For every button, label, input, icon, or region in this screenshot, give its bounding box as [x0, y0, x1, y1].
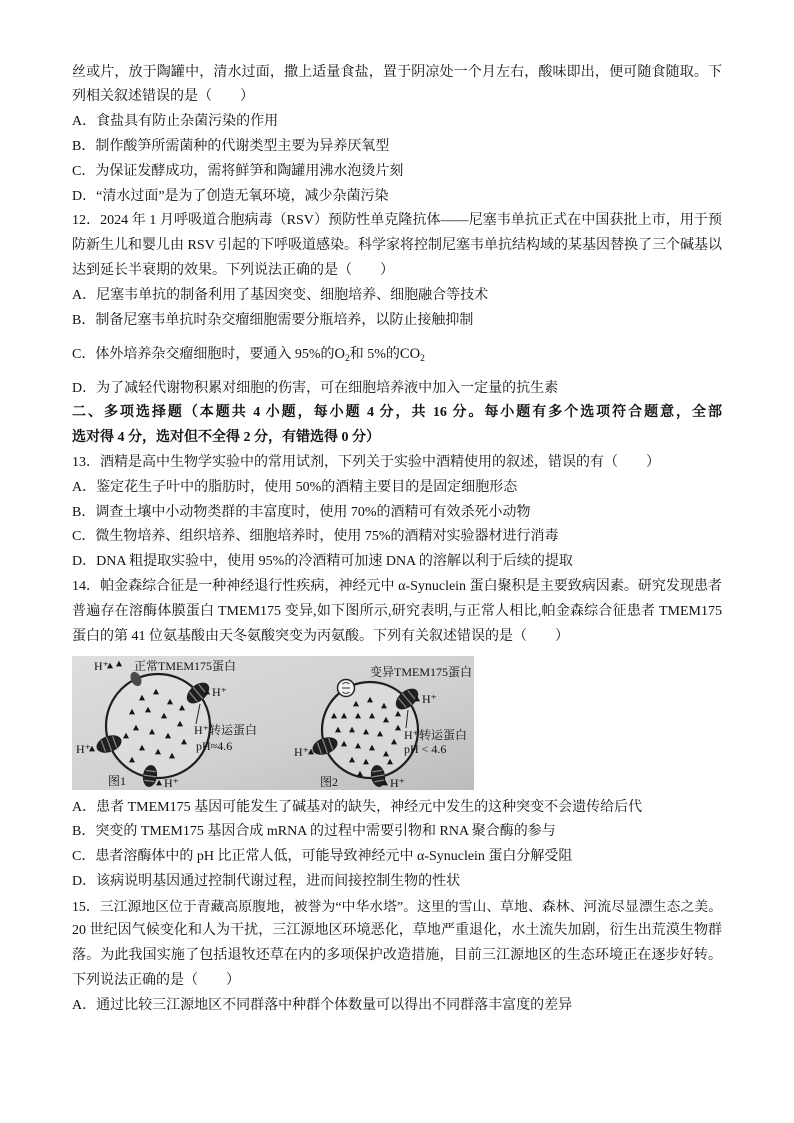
question-15	[72, 895, 722, 1019]
hydrogen-ion-label: H⁺	[212, 684, 227, 699]
carbon-dioxide-symbol: CO	[399, 346, 421, 363]
question-stem-line: 13．酒精是高中生物学实验中的常用试剂，下列关于实验中酒精使用的叙述，错误的有（ ）	[72, 454, 660, 470]
option-b: B．制作酸笋所需菌种的代谢类型主要为异养厌氧型	[72, 138, 390, 154]
hydrogen-ion-label: H⁺	[164, 775, 179, 790]
question-14	[72, 575, 722, 895]
oxygen-symbol: O	[334, 346, 345, 363]
question-stem-line: 防新生儿和婴儿由 RSV 引起的下呼吸道感染。科学家将控制尼塞韦单抗结构域的某基因替换了三个碱基以	[72, 238, 722, 254]
option-a: A．鉴定花生子叶中的脂肪时，使用 50%的酒精主要目的是固定细胞形态	[72, 479, 518, 495]
section-2-heading	[72, 401, 722, 451]
option-a: A．患者 TMEM175 基因可能发生了碱基对的缺失，神经元中发生的这种突变不会遗传给后代	[72, 799, 643, 815]
question-stem-line: 列相关叙述错误的是（ ）	[72, 89, 254, 105]
option-b: B．调查土壤中小动物类群的丰富度时，使用 70%的酒精可有效杀死小动物	[72, 504, 531, 520]
mutant-tmem175-label: 变异TMEM175蛋白	[370, 664, 473, 679]
lysosome-diagram-svg	[72, 656, 474, 790]
option-a: A．食盐具有防止杂菌污染的作用	[72, 114, 279, 130]
normal-tmem175-label: 正常TMEM175蛋白	[134, 658, 237, 673]
question-stem-line: 15．三江源地区位于青藏高原腹地，被誉为“中华水塔”。这里的雪山、草地、森林、河流尽显漂生态之美。	[72, 898, 722, 914]
hydrogen-ion-label: H⁺	[76, 741, 91, 756]
option-d: D．“清水过面”是为了创造无氧环境，减少杂菌污染	[72, 188, 389, 204]
question-stem-line: 12．2024 年 1 月呼吸道合胞病毒（RSV）预防性单克隆抗体——尼塞韦单抗正式在中国获批上市，用于预	[72, 213, 722, 229]
lysosome-diagram	[72, 656, 474, 790]
h-transporter-label: H⁺转运蛋白	[404, 727, 468, 742]
h-transporter-label: H⁺转运蛋白	[194, 722, 258, 737]
carbon-dioxide-subscript: 2	[420, 354, 425, 365]
oxygen-formula	[334, 346, 350, 365]
option-d: D．该病说明基因通过控制代谢过程，进而间接控制生物的性状	[72, 873, 461, 889]
option-b: B．突变的 TMEM175 基因合成 mRNA 的过程中需要引物和 RNA 聚合酶的参与	[72, 824, 556, 840]
hydrogen-ion-label: H⁺	[390, 775, 405, 790]
option-c-text: C．体外培养杂交瘤细胞时，要通入 95%的	[72, 347, 335, 363]
option-a: A．尼塞韦单抗的制备利用了基因突变、细胞培养、细胞融合等技术	[72, 287, 489, 303]
question-stem-line: 14．帕金森综合征是一种神经退行性疾病，神经元中 α-Synuclein 蛋白聚积是主要致病因素。研究发现患者	[72, 578, 722, 594]
question-stem-line: 下列说法正确的是（ ）	[72, 973, 240, 989]
carbon-dioxide-formula	[399, 346, 425, 365]
option-c: C．微生物培养、组织培养、细胞培养时，使用 75%的酒精对实验器材进行消毒	[72, 529, 559, 545]
oxygen-subscript: 2	[344, 354, 350, 365]
question-12	[72, 209, 722, 401]
option-c: C．患者溶酶体中的 pH 比正常人低，可能导致神经元中 α-Synuclein 蛋白分解受阻	[72, 849, 573, 865]
option-d: D．DNA 粗提取实验中，使用 95%的冷酒精可加速 DNA 的溶解以利于后续的提取	[72, 554, 573, 570]
hydrogen-ion-label: H⁺	[294, 744, 309, 759]
section-heading-line: 选对得 4 分，选对但不全得 2 分，有错选得 0 分）	[72, 430, 380, 446]
question-stem-line: 达到延长半衰期的效果。下列说法正确的是（ ）	[72, 262, 394, 278]
page-content	[72, 61, 722, 1019]
question-stem-line: 20 世纪因气候变化和人为干扰，三江源地区环境恶化，草地严重退化，水土流失加剧，衍生出荒漠生物群	[72, 923, 722, 939]
question-stem-line: 丝或片，放于陶罐中，清水过面，撒上适量食盐，置于阴凉处一个月左右，酸味即出，便可随食随取。下	[72, 64, 722, 80]
option-c	[72, 333, 722, 376]
figure-1-caption: 图1	[108, 773, 127, 788]
figure-2-caption: 图2	[320, 774, 339, 789]
mutant-tmem175-protein	[338, 679, 355, 696]
ph-label: pH < 4.6	[404, 741, 447, 756]
hydrogen-ion-label: H⁺	[422, 691, 437, 706]
question-stem-line: 落。为此我国实施了包括退牧还草在内的多项保护改造措施，目前三江源地区的生态环境正在逐步好转。	[72, 948, 722, 964]
ph-label: pH≈4.6	[196, 738, 233, 753]
option-b: B．制备尼塞韦单抗时杂交瘤细胞需要分瓶培养，以防止接触抑制	[72, 312, 474, 328]
section-heading-line: 二、多项选择题（本题共 4 小题，每小题 4 分，共 16 分。每小题有多个选项符合题意，全部	[72, 405, 722, 421]
question-11-continued	[72, 61, 722, 210]
option-d: D．为了减轻代谢物积累对细胞的伤害，可在细胞培养液中加入一定量的抗生素	[72, 380, 559, 396]
option-a: A．通过比较三江源地区不同群落中种群个体数量可以得出不同群落丰富度的差异	[72, 997, 573, 1013]
question-stem-line: 蛋白的第 41 位氨基酸由天冬氨酸突变为丙氨酸。下列有关叙述错误的是（ ）	[72, 628, 569, 644]
hydrogen-ion-label: H⁺	[94, 658, 109, 673]
option-c-text-mid: 和 5%的	[349, 347, 400, 363]
option-c: C．为保证发酵成功，需将鲜笋和陶罐用沸水泡烫片刻	[72, 163, 404, 179]
question-stem-line: 普遍存在溶酶体膜蛋白 TMEM175 变异,如下图所示,研究表明,与正常人相比,帕金森综合征患者 TMEM175	[72, 603, 722, 619]
question-13	[72, 451, 722, 575]
